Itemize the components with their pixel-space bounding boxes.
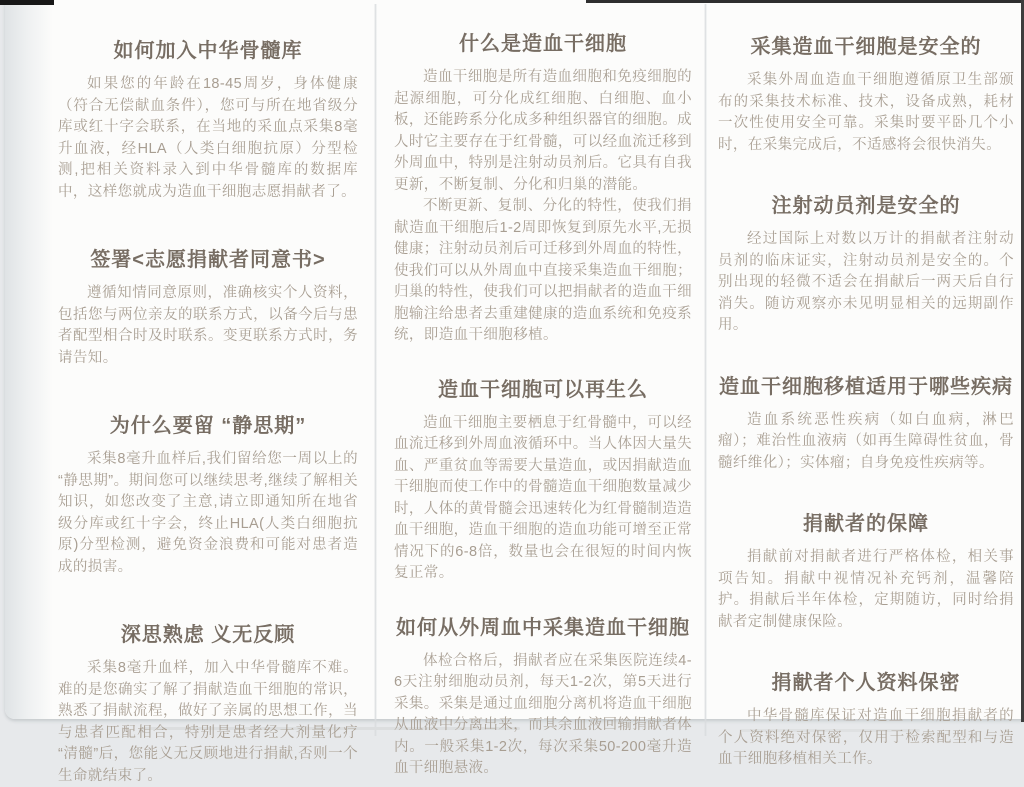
section-heading: 捐献者的保障 — [803, 513, 929, 535]
section-paragraph: 经过国际上对数以万计的捐献者注射动员剂的临床证实，注射动员剂是安全的。个别出现的轻微不适会在捐献后一两天后自行消失。随访观察亦未见明显相关的远期副作用。 — [718, 231, 1014, 333]
section-heading: 造血干细胞可以再生么 — [438, 378, 648, 401]
section-reflection-period — [58, 409, 358, 578]
section-regeneration — [394, 373, 692, 585]
section-mobilizer-safety — [718, 189, 1014, 337]
section-commitment — [58, 618, 358, 787]
pamphlet-panel-middle — [394, 0, 692, 780]
section-paragraph: 不断更新、复制、分化的特性，使我们捐献造血干细胞后1-2周即恢复到原先水平,无损健康；注射动员剂后可迁移到外周血的特性，使我们可以从外周血中直接采集造血干细胞；归巢的特性，使我们可以把捐献者的造血干细胞输注给患者去重建健康的造血系统和免疫系统，即造血干细胞移植。 — [394, 198, 692, 343]
section-heading: 采集造血干细胞是安全的 — [750, 36, 982, 58]
section-paragraph: 中华骨髓库保证对造血干细胞捐献者的个人资料绝对保密，仅用于检索配型和与造血干细胞移植相关工作。 — [718, 708, 1014, 767]
scan-edge-top-left — [0, 0, 54, 5]
section-paragraph: 造血系统恶性疾病（如白血病，淋巴瘤）；难治性血液病（如再生障碍性贫血，骨髓纤维化）；实体瘤；自身免疫性疾病等。 — [718, 411, 1014, 471]
section-applicable-diseases — [718, 370, 1014, 475]
section-heading: 深思熟虑 义无反顾 — [120, 624, 296, 646]
section-what-are-hsc — [394, 27, 692, 347]
section-heading: 如何加入中华骨髓库 — [113, 40, 303, 62]
section-paragraph: 体检合格后，捐献者应在采集医院连续4-6天注射细胞动员剂，每天1-2次，第5天进行采集。采集是通过血细胞分离机将造血干细胞从血液中分离出来，而其余血液回输捐献者体内。一般采集1-2次，每次采集50-200毫升造血干细胞悬液。 — [394, 652, 692, 776]
section-heading: 什么是造血干细胞 — [459, 33, 627, 55]
section-paragraph: 捐献前对捐献者进行严格体检，相关事项告知。捐献中视情况补充钙剂，温馨陪护。捐献后半年体检，定期随访，同时给捐献者定制健康保险。 — [718, 549, 1014, 630]
paper-left-edge-shadow — [5, 0, 53, 719]
fold-line-right — [704, 4, 707, 736]
section-paragraph: 采集8毫升血样后,我们留给您一周以上的“静思期”。期间您可以继续思考,继续了解相关知识，如您改变了主意,请立即通知所在地省级分库或红十字会，终止HLA(人类白细胞抗原)分型检测，避免资金浪费和可能对患者造成的损害。 — [58, 451, 358, 575]
section-paragraph: 如果您的年龄在18-45周岁，身体健康（符合无偿献血条件），您可与所在地省级分库或红十字会联系，在当地的采血点采集8毫升血液，经HLA（人类白细胞抗原）分型检测,把相关资料录入到中华骨髓库的数据库中，这样您就成为造血干细胞志愿捐献者了。 — [58, 76, 358, 200]
section-privacy — [718, 666, 1014, 771]
section-collection-method — [394, 611, 692, 780]
section-collection-safety — [718, 30, 1014, 156]
section-paragraph: 采集8毫升血样，加入中华骨髓库不难。难的是您确实了解了捐献造血干细胞的常识，熟悉了捐献流程，做好了亲属的思想工作，当与患者匹配相合，特别是患者经大剂量化疗“清髓”后，您能义无反顾地进行捐献,否则一个生命就结束了。 — [58, 660, 358, 784]
section-heading: 注射动员剂是安全的 — [771, 195, 961, 217]
section-paragraph: 造血干细胞主要栖息于红骨髓中，可以经血流迁移到外周血液循环中。当人体因大量失血、严重贫血等需要大量造血，或因捐献造血干细胞而使工作中的骨髓造血干细胞数量减少时，人体的黄骨髓会迅速转化为红骨髓制造造血干细胞，造血干细胞的造血功能可增至正常情况下的6-8倍，数量也会在很短的时间内恢复正常。 — [394, 414, 692, 581]
section-consent — [58, 243, 358, 369]
section-heading: 为什么要留 “静思期” — [109, 415, 307, 437]
section-join — [58, 34, 358, 203]
section-paragraph: 造血干细胞是所有造血细胞和免疫细胞的起源细胞，可分化成红细胞、白细胞、血小板，还能跨系分化成多种组织器官的细胞。成人时它主要存在于红骨髓，可以经血流迁移到外周血中，特别是注射动员剂后。它具有自我更新，不断复制、分化和归巢的潜能。 — [394, 69, 692, 193]
section-paragraph: 遵循知情同意原则，准确核实个人资料，包括您与两位亲友的联系方式，以备今后与患者配型相合时及时联系。变更联系方式时，务请告知。 — [58, 285, 358, 366]
section-paragraph: 采集外周血造血干细胞遵循原卫生部颁布的采集技术标准、技术，设备成熟，耗材一次性使用安全可靠。采集时要平卧几个小时，在采集完成后，不适感将会很快消失。 — [718, 72, 1014, 153]
section-heading: 造血干细胞移植适用于哪些疾病 — [719, 375, 1013, 398]
section-heading: 签署<志愿捐献者同意书> — [90, 249, 326, 271]
section-donor-protection — [718, 507, 1014, 633]
fold-line-left — [374, 4, 377, 736]
pamphlet-panel-right — [718, 0, 1014, 771]
pamphlet-panel-left — [58, 0, 358, 787]
section-heading: 如何从外周血中采集造血干细胞 — [396, 616, 690, 639]
section-heading: 捐献者个人资料保密 — [771, 672, 961, 694]
